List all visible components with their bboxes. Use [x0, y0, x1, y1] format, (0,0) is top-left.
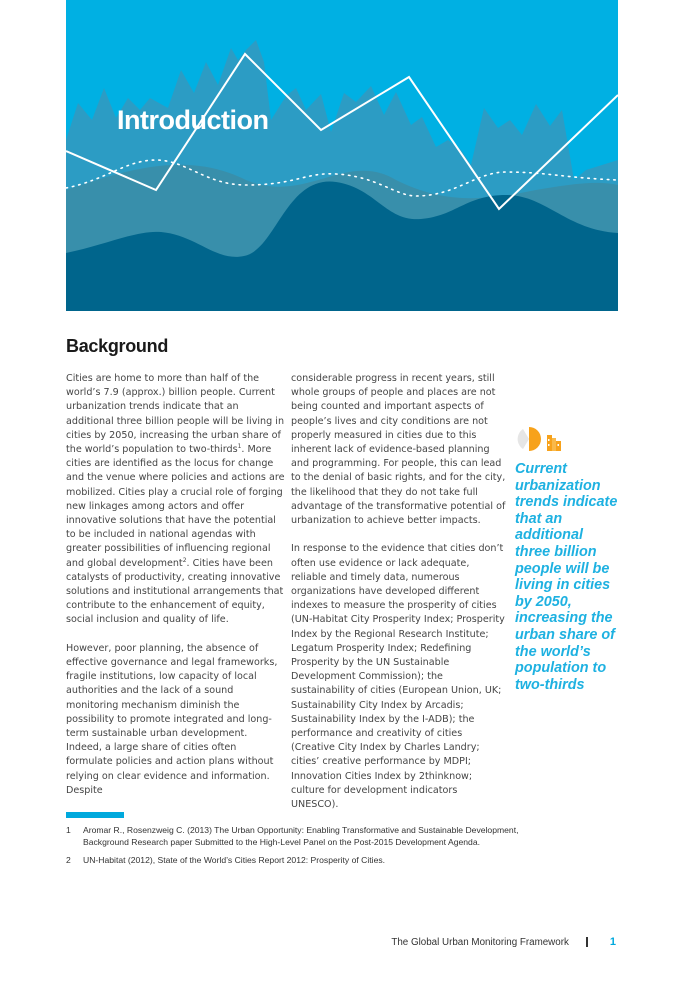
- footnote-ref[interactable]: 1: [237, 442, 242, 450]
- footnote-number: 2: [66, 855, 71, 865]
- footnote-item: [66, 824, 526, 848]
- footnote-ref[interactable]: 2: [182, 556, 187, 564]
- page-title: Introduction: [117, 105, 269, 135]
- body-paragraph: In response to the evidence that cities don’t often use evidence or lack adequate, reliable and timely data, numerous organizations have developed different indexes to measure the prosperity of cities (UN-Habitat City Prosperity Index; Prosperity Index by the Regional Research Institute; Legatum Prosperity Index; Redefining Prosperity by the UN Sustainable Development Commission); the sustainability of cities (European Union, UK; Sustainability City Index by Arcadis; Sustainability Index by the I-ADB); the performance and creativity of cities (Creative City Index by Charles Landry; cities’ creative performance by MDPI; Innovation Cities Index by 2thinknow; culture for development indicators UNESCO).: [291, 543, 505, 811]
- footnote-text: Aromar R., Rosenzweig C. (2013) The Urban Opportunity: Enabling Transformative and Sustainable Development, Background Research paper Submitted to the High-Level Panel on the Post-2015 Development Agenda.: [83, 825, 519, 847]
- section-heading: Background: [66, 336, 169, 356]
- footer-separator: [586, 937, 588, 947]
- pie-chart-and-buildings-icon: [515, 425, 571, 455]
- footnotes: [66, 824, 526, 872]
- pull-quote-text: Current urbanization trends indicate that an additional three billion people will be living in cities by 2050, increasing the urban share of the world’s population to two-thirds: [515, 461, 618, 693]
- text-column-middle: [291, 372, 507, 826]
- footnote-text: UN-Habitat (2012), State of the World’s Cities Report 2012: Prosperity of Cities.: [83, 855, 386, 865]
- footer-document-title: The Global Urban Monitoring Framework: [391, 936, 569, 948]
- page-number: 1: [609, 936, 616, 948]
- body-paragraph: However, poor planning, the absence of effective governance and legal frameworks, fragile institutions, low capacity of local authorities and the lack of a sound monitoring mechanism diminish the possibility to promote integrated and long-term sustainable urban development. Indeed, a large share of cities often formulate policies and action plans without relying on clear evidence and information. Despite: [66, 642, 278, 796]
- page-footer: [391, 936, 616, 948]
- banner-illustration: [66, 0, 618, 311]
- pull-quote: [515, 425, 620, 693]
- text-column-left: [66, 372, 286, 812]
- intro-banner: [66, 0, 618, 311]
- body-paragraph: considerable progress in recent years, still whole groups of people and places are not being counted and important aspects of people’s lives and city conditions are not properly measured in cities due to this inherent lack of evidence-based planning and programming. For people, this can lead to the denial of basic rights, and for the city, the likelihood that they do not take full advantage of the transformative potential of urbanization to achieve better impacts.: [291, 373, 506, 527]
- footnote-divider: [66, 812, 124, 818]
- footnote-number: 1: [66, 825, 71, 835]
- body-paragraph: Cities are home to more than half of the world’s 7.9 (approx.) billion people. Current urbanization trends indicate that an additional three billion people will be living in cities by 2050, increasing the urban share of the world’s population to two-thirds$^1$. More cities are identified as the locus for change and the venue where policies and actions are mobilized. Cities play a crucial role of forging new linkages among actors and offer innovative solutions that have the potential to be included in national agendas with greater possibilities of influencing regional and global development$^2$. Cities have been catalysts of productivity, creating innovative solutions and institutional arrangements that contribute to the enhancement of equity, social inclusion and quality of life.: [66, 373, 285, 626]
- footnote-item: [66, 854, 526, 866]
